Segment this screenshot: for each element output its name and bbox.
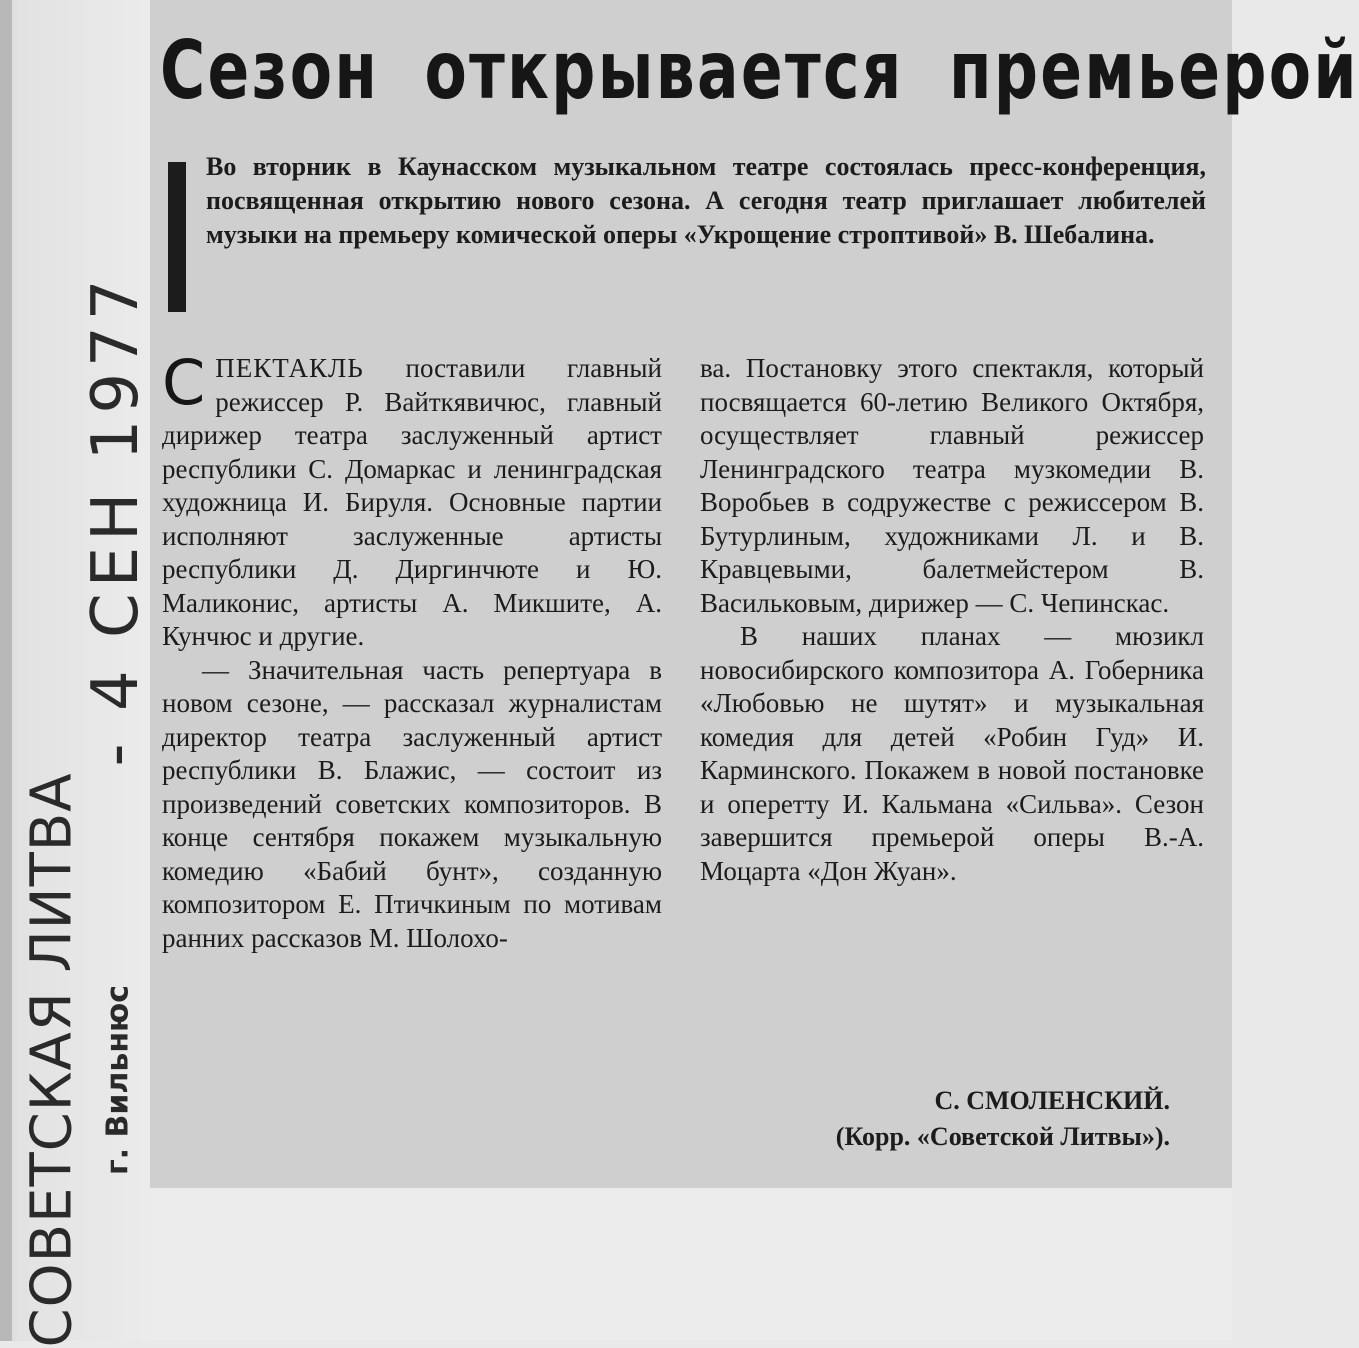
author-affiliation: (Корр. «Советской Литвы»). bbox=[835, 1122, 1170, 1151]
paragraph-2: — Значительная часть репертуара в новом сезоне, — рассказал журналистам директор театра заслуженный артист республики В. Блажис, — состоит из произведений советских композиторов. В конце сентября покажем музыкальную комедию «Бабий бунт», созданную композитором Е. Птичкиным по мотивам ранних рассказов М. Шолохо- bbox=[162, 654, 662, 953]
paragraph-4: В наших планах — мюзикл новосибирского композитора А. Гоберника «Любовью не шутят» и музыкальная комедия для детей «Робин Гуд» И. Карминского. Покажем в новой постановке и оперетту И. Кальмана «Сильва». Сезон завершится премьерой оперы В.-А. Моцарта «Дон Жуан». bbox=[700, 621, 1204, 886]
stamp-city: г. Вильнюс bbox=[100, 984, 136, 1176]
article-column-right bbox=[700, 352, 1204, 888]
article-lead: Во вторник в Каунасском музыкальном театре состоялась пресс-конференция, посвященная открытию нового сезона. А сегодня театр приглашает любителей музыки на премьеру комической оперы «Укрощение строптивой» В. Шебалина. bbox=[206, 152, 1206, 249]
paragraph-1-text: поставили главный режиссер Р. Вайткявичюс, главный дирижер театра заслуженный артист республики С. Домаркас и ленинградская художница И. Бируля. Основные партии исполняют заслуженные артисты республики Д. Диргинчюте и Ю. Маликонис, артисты А. Микшите, А. Кунчюс и другие. bbox=[162, 353, 662, 651]
stamp-newspaper-name: СОВЕТСКАЯ ЛИТВА bbox=[19, 772, 85, 1348]
drop-cap: С bbox=[162, 346, 206, 419]
article-column-left bbox=[162, 346, 662, 955]
author-signature: С. СМОЛЕНСКИЙ. bbox=[934, 1086, 1170, 1115]
paragraph-1 bbox=[162, 346, 662, 654]
stamp-date: - 4 СЕН 1977 bbox=[79, 273, 153, 767]
first-word: ПЕКТАКЛЬ bbox=[215, 353, 364, 383]
archive-stamp bbox=[0, 0, 153, 1348]
article-headline: Сезон открывается премьерой bbox=[160, 24, 1359, 117]
paragraph-3: ва. Постановку этого спектакля, который посвящается 60-летию Великого Октября, осуществляет главный режиссер Ленинградского театра музкомедии В. Воробьев в содружестве с режиссером В. Бутурлиным, художниками Л. и В. Кравцевыми, балетмейстером В. Васильковым, дирижер — С. Чепинскас. bbox=[700, 353, 1204, 618]
lead-marker-bar bbox=[168, 162, 186, 312]
